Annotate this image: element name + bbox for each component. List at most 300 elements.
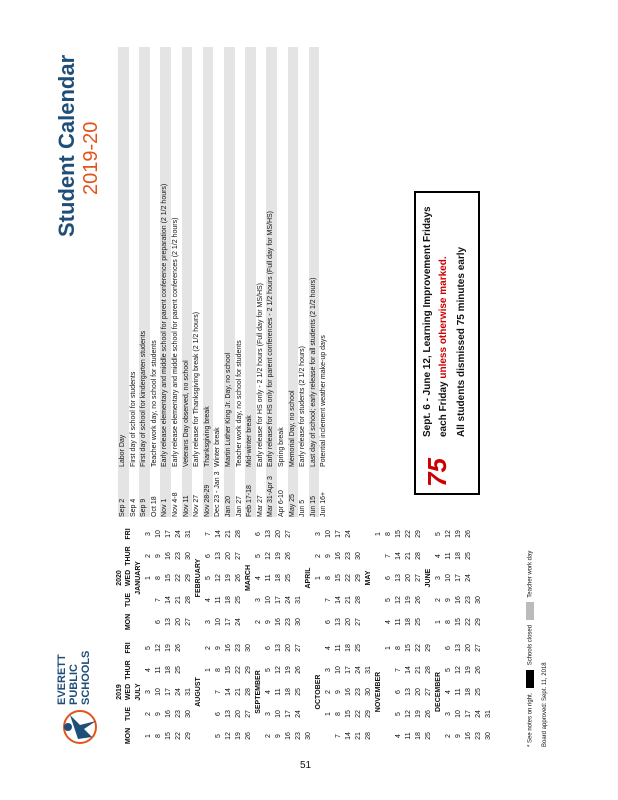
week-row: [163, 523, 173, 633]
day-cell: 9: [334, 690, 342, 694]
day-cell: 19: [464, 666, 472, 674]
event-text: Memorial Day, no school: [288, 390, 296, 467]
day-cell: 13: [454, 644, 462, 652]
day-cell: 26: [284, 552, 292, 560]
day-cell: 12: [404, 710, 412, 718]
day-cell: 13: [164, 618, 172, 626]
day-cell: [303, 659, 313, 681]
event-row: [266, 47, 277, 517]
day-cell: 13: [394, 574, 402, 582]
day-cell: 16: [334, 552, 342, 560]
day-cell: 6: [264, 646, 272, 650]
day-cell: [373, 545, 383, 567]
day-cell: 7: [324, 598, 332, 602]
day-cell: 8: [384, 532, 392, 536]
weekday-label: THUR: [124, 660, 132, 680]
day-cell: 29: [244, 666, 252, 674]
event-row: [118, 47, 129, 517]
box-line-3: All students dismissed 75 minutes early: [456, 246, 467, 437]
day-cell: 11: [274, 688, 282, 696]
weekday-label: TUE: [124, 593, 132, 607]
day-cell: [183, 637, 193, 659]
day-cell: 28: [414, 552, 422, 560]
day-cell: 6: [394, 690, 402, 694]
calendar-left: [116, 637, 493, 747]
day-cell: [483, 659, 493, 681]
day-cell: 29: [354, 574, 362, 582]
event-date: Mar 31-Apr 3: [267, 476, 275, 517]
day-cell: 15: [394, 530, 402, 538]
week-row: [153, 523, 163, 633]
week-row: [183, 637, 193, 747]
day-cell: 15: [454, 618, 462, 626]
event-date: Sep 9: [140, 498, 148, 517]
event-date: Nov 11: [182, 495, 190, 517]
workday-swatch: [526, 602, 534, 620]
day-cell: 23: [354, 688, 362, 696]
day-cell: [363, 637, 373, 659]
day-cell: 25: [474, 688, 482, 696]
day-cell: 10: [334, 666, 342, 674]
day-cell: 28: [424, 666, 432, 674]
week-row: [293, 523, 303, 633]
day-cell: 12: [214, 574, 222, 582]
day-cell: 28: [234, 530, 242, 538]
day-cell: 2: [264, 734, 272, 738]
day-cell: 4: [394, 734, 402, 738]
day-cell: 10: [274, 710, 282, 718]
week-row: [453, 637, 463, 747]
month-name: AUGUST: [194, 677, 202, 707]
day-cell: 1: [144, 576, 152, 580]
day-cell: 20: [234, 710, 242, 718]
event-date: Nov 4-8: [171, 492, 179, 517]
event-date: Nov 28-29: [203, 484, 211, 517]
closed-swatch: [526, 670, 534, 688]
day-cell: 29: [414, 530, 422, 538]
day-cell: 2: [434, 598, 442, 602]
year-2020-label: 2020: [116, 570, 123, 586]
day-cell: 8: [324, 576, 332, 580]
week-row: [473, 523, 483, 633]
event-row: [319, 47, 330, 517]
event-date: Feb 17-18: [246, 485, 254, 517]
day-cell: 14: [334, 596, 342, 604]
day-cell: [303, 681, 313, 703]
day-cell: [473, 567, 483, 589]
day-cell: 17: [164, 530, 172, 538]
event-date: Nov 27: [193, 494, 201, 517]
day-cell: 19: [454, 530, 462, 538]
day-cell: 30: [354, 552, 362, 560]
day-cell: 12: [224, 732, 232, 740]
day-cell: 28: [244, 688, 252, 696]
day-cell: 7: [394, 668, 402, 672]
day-cell: 6: [204, 554, 212, 558]
day-cell: 9: [324, 554, 332, 558]
event-date: Jan 20: [224, 495, 232, 517]
day-cell: 26: [294, 666, 302, 674]
day-cell: 26: [474, 666, 482, 674]
day-cell: [383, 725, 393, 747]
week-row: [203, 523, 213, 633]
day-cell: 6: [214, 712, 222, 716]
day-cell: 21: [354, 732, 362, 740]
event-date: Jun 15: [309, 495, 317, 517]
day-cell: 29: [184, 574, 192, 582]
day-cell: 13: [224, 710, 232, 718]
event-row: [150, 47, 161, 517]
event-text: Winter break: [214, 427, 222, 467]
event-date: Jan 27: [235, 495, 243, 517]
events-list: [118, 47, 330, 517]
day-cell: 4: [204, 598, 212, 602]
day-cell: 12: [274, 666, 282, 674]
day-cell: [203, 703, 213, 725]
rotated-page: [46, 30, 591, 755]
box-line-2b: unless otherwise marked.: [438, 256, 449, 379]
week-row: [173, 637, 183, 747]
day-cell: 22: [174, 574, 182, 582]
day-cell: 5: [254, 554, 262, 558]
day-cell: 14: [224, 688, 232, 696]
day-cell: [203, 725, 213, 747]
day-cell: 10: [324, 530, 332, 538]
event-text: Early release for HS only for parent conferences - 2 1/2 hours (Full day for MS/HS): [267, 211, 275, 467]
day-cell: 23: [474, 732, 482, 740]
weekday-label: FRI: [124, 528, 132, 540]
day-cell: 6: [324, 620, 332, 624]
day-cell: 28: [354, 596, 362, 604]
day-cell: 27: [284, 530, 292, 538]
day-cell: 17: [274, 596, 282, 604]
day-cell: 25: [464, 552, 472, 560]
event-date: Jun 5: [299, 499, 307, 517]
day-cell: 31: [294, 596, 302, 604]
weekday-label: MON: [124, 613, 132, 631]
week-row: [263, 523, 273, 633]
day-cell: 30: [304, 732, 312, 740]
day-cell: 5: [394, 712, 402, 716]
day-cell: 20: [414, 688, 422, 696]
day-cell: 9: [274, 734, 282, 738]
board-approved: Board approved: Sept. 11, 2018: [542, 662, 548, 747]
event-row: [139, 47, 150, 517]
day-cell: 11: [404, 732, 412, 740]
day-cell: [473, 545, 483, 567]
week-row: [453, 523, 463, 633]
day-cell: 14: [344, 732, 352, 740]
day-cell: 11: [394, 618, 402, 626]
day-cell: 7: [154, 598, 162, 602]
weekday-label: WED: [124, 683, 132, 701]
day-cell: 23: [234, 644, 242, 652]
day-cell: 16: [164, 552, 172, 560]
day-cell: 22: [174, 732, 182, 740]
event-row: [256, 47, 267, 517]
week-row: [203, 637, 213, 747]
day-cell: 3: [434, 576, 442, 580]
calendar-right-table: [123, 523, 483, 633]
event-text: Veterans Day observed, no school: [182, 360, 190, 467]
legend: [526, 551, 534, 747]
day-cell: [383, 703, 393, 725]
week-row: [413, 637, 423, 747]
week-row: [353, 523, 363, 633]
day-cell: [383, 681, 393, 703]
day-cell: 8: [334, 712, 342, 716]
day-cell: 8: [214, 668, 222, 672]
page-number: 51: [300, 760, 312, 771]
week-row: [393, 523, 403, 633]
day-cell: 14: [164, 596, 172, 604]
day-cell: 18: [164, 666, 172, 674]
week-row: [273, 523, 283, 633]
day-cell: 1: [314, 576, 322, 580]
month-name: APRIL: [304, 567, 312, 589]
week-row: [383, 637, 393, 747]
day-cell: 8: [154, 576, 162, 580]
day-cell: 23: [464, 596, 472, 604]
week-row: [303, 637, 313, 747]
day-cell: 24: [344, 530, 352, 538]
day-cell: [313, 589, 323, 611]
day-cell: [203, 681, 213, 703]
day-cell: 9: [264, 620, 272, 624]
day-cell: 9: [154, 554, 162, 558]
week-row: [443, 637, 453, 747]
month-name: JULY: [134, 683, 142, 701]
week-row: [223, 523, 233, 633]
day-cell: 7: [204, 532, 212, 536]
week-row: [323, 637, 333, 747]
day-cell: 3: [144, 532, 152, 536]
day-cell: 22: [414, 644, 422, 652]
week-row: [473, 637, 483, 747]
day-cell: 23: [344, 552, 352, 560]
week-row: [383, 523, 393, 633]
week-row: [283, 523, 293, 633]
event-text: Thanksgiving break: [203, 406, 211, 467]
day-cell: 30: [294, 618, 302, 626]
legend-workday: Teacher work day: [527, 550, 534, 598]
day-cell: 15: [164, 574, 172, 582]
day-cell: [373, 567, 383, 589]
weekday-header: [123, 523, 133, 633]
day-cell: 24: [284, 596, 292, 604]
day-cell: 24: [464, 574, 472, 582]
day-cell: 4: [144, 668, 152, 672]
day-cell: [483, 637, 493, 659]
day-cell: 3: [444, 712, 452, 716]
day-cell: 14: [214, 530, 222, 538]
day-cell: 3: [204, 620, 212, 624]
event-date: Nov 1: [161, 498, 169, 517]
day-cell: 13: [264, 530, 272, 538]
event-text: Early release elementary and middle school for parent conference preparation (2 1/2 hours): [161, 183, 169, 467]
event-text: Martin Luther King Jr. Day, no school: [224, 352, 232, 467]
day-cell: [373, 611, 383, 633]
week-row: [423, 637, 433, 747]
day-cell: 16: [164, 710, 172, 718]
day-cell: 26: [424, 710, 432, 718]
day-cell: [383, 659, 393, 681]
event-date: Oct 18: [150, 496, 158, 517]
day-cell: 21: [174, 596, 182, 604]
day-cell: 23: [174, 710, 182, 718]
week-row: [153, 637, 163, 747]
minutes-number: 75: [422, 458, 452, 487]
day-cell: 18: [464, 688, 472, 696]
day-cell: 27: [234, 552, 242, 560]
day-cell: 18: [414, 732, 422, 740]
week-row: [443, 523, 453, 633]
event-row: [192, 47, 203, 517]
day-cell: 20: [284, 644, 292, 652]
day-cell: 18: [404, 618, 412, 626]
day-cell: 19: [164, 644, 172, 652]
day-cell: 29: [424, 644, 432, 652]
event-row: [224, 47, 235, 517]
day-cell: 27: [414, 574, 422, 582]
day-cell: 30: [244, 644, 252, 652]
day-cell: 22: [464, 618, 472, 626]
day-cell: [143, 589, 153, 611]
day-cell: 13: [334, 618, 342, 626]
day-cell: 11: [444, 552, 452, 560]
day-cell: 29: [364, 710, 372, 718]
day-cell: 16: [224, 644, 232, 652]
day-cell: [183, 659, 193, 681]
week-row: [333, 637, 343, 747]
day-cell: 27: [294, 644, 302, 652]
month-name: DECEMBER: [434, 671, 442, 713]
day-cell: 2: [254, 620, 262, 624]
weekday-label: FRI: [124, 642, 132, 654]
day-cell: 12: [454, 666, 462, 674]
event-text: Last day of school; early release for all students (2 1/2 hours): [309, 277, 317, 467]
week-row: [173, 523, 183, 633]
week-row: [393, 637, 403, 747]
day-cell: 21: [414, 666, 422, 674]
calendar-right: [116, 523, 483, 633]
day-cell: 26: [174, 644, 182, 652]
day-cell: [313, 611, 323, 633]
week-row: [403, 637, 413, 747]
day-cell: 30: [474, 596, 482, 604]
week-row: [463, 637, 473, 747]
month-name: FEBRUARY: [194, 558, 202, 598]
week-row: [483, 637, 493, 747]
day-cell: 18: [454, 552, 462, 560]
day-cell: 3: [254, 598, 262, 602]
day-cell: 29: [474, 618, 482, 626]
day-cell: 24: [294, 710, 302, 718]
day-cell: 13: [404, 688, 412, 696]
day-cell: 9: [214, 646, 222, 650]
day-cell: 24: [174, 688, 182, 696]
day-cell: 6: [254, 532, 262, 536]
day-cell: 30: [184, 552, 192, 560]
day-cell: 10: [454, 710, 462, 718]
day-cell: 2: [204, 646, 212, 650]
event-row: [182, 47, 193, 517]
week-row: [213, 523, 223, 633]
day-cell: 1: [384, 646, 392, 650]
day-cell: 20: [344, 618, 352, 626]
event-text: Early release elementary and middle school for parent conferences (2 1/2 hours): [171, 217, 179, 467]
day-cell: 26: [234, 574, 242, 582]
day-cell: 25: [354, 644, 362, 652]
weekday-label: THUR: [124, 546, 132, 566]
day-cell: 10: [214, 618, 222, 626]
week-row: [333, 523, 343, 633]
day-cell: 21: [234, 688, 242, 696]
day-cell: [293, 523, 303, 545]
event-text: Teacher work day, no school for students: [235, 340, 243, 467]
day-cell: 11: [454, 688, 462, 696]
day-cell: 24: [474, 710, 482, 718]
day-cell: 18: [284, 688, 292, 696]
day-cell: [323, 725, 333, 747]
week-row: [293, 637, 303, 747]
week-row: [163, 637, 173, 747]
day-cell: 17: [454, 574, 462, 582]
day-cell: 10: [264, 596, 272, 604]
week-row: [463, 523, 473, 633]
day-cell: 3: [314, 532, 322, 536]
weekday-label: WED: [124, 569, 132, 587]
week-row: [253, 523, 263, 633]
day-cell: 2: [144, 554, 152, 558]
event-row: [213, 47, 224, 517]
event-text: Spring break: [277, 427, 285, 467]
event-date: Sep 2: [119, 498, 126, 517]
week-row: [353, 637, 363, 747]
week-row: [323, 523, 333, 633]
day-cell: 5: [204, 576, 212, 580]
week-row: [143, 523, 153, 633]
day-cell: 10: [154, 530, 162, 538]
day-cell: 4: [444, 690, 452, 694]
day-cell: 1: [324, 712, 332, 716]
event-row: [277, 47, 288, 517]
day-cell: 12: [394, 596, 402, 604]
day-cell: 19: [414, 710, 422, 718]
day-cell: 31: [484, 710, 492, 718]
day-cell: 10: [154, 688, 162, 696]
day-cell: 4: [264, 690, 272, 694]
logo-line-1: EVERETT: [56, 654, 68, 705]
box-line-1: Sept. 6 - June 12, Learning Improvement Fridays: [422, 206, 433, 437]
day-cell: 3: [324, 668, 332, 672]
week-row: [243, 637, 253, 747]
legend-note: * See notes on right.: [527, 692, 534, 747]
day-cell: 21: [344, 596, 352, 604]
event-row: [309, 47, 320, 517]
day-cell: 26: [244, 732, 252, 740]
day-cell: 28: [364, 732, 372, 740]
day-cell: 27: [474, 644, 482, 652]
event-text: Early release for Thanksgiving break (2 1/2 hours): [193, 311, 201, 467]
day-cell: 15: [404, 644, 412, 652]
day-cell: 19: [284, 666, 292, 674]
day-cell: 31: [184, 530, 192, 538]
event-text: Early release for HS only - 2 1/2 hours (Full day for MS/HS): [256, 282, 264, 467]
day-cell: 24: [354, 666, 362, 674]
day-cell: 5: [214, 734, 222, 738]
week-row: [143, 637, 153, 747]
